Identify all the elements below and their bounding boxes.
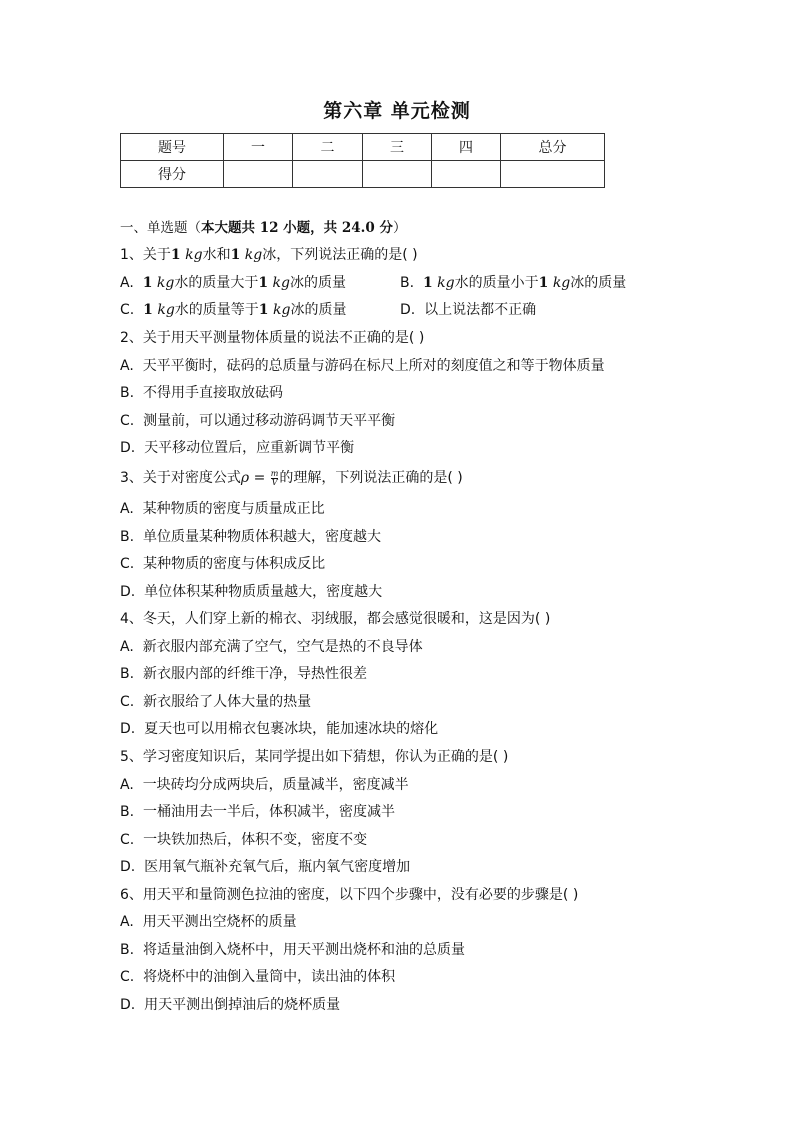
question-stem: 3、关于对密度公式ρ = $\frac{m}{V}$ 的理解，下列说法正确的是( ) [120,468,463,487]
answer-option[interactable]: D. 以上说法都不正确 [400,302,537,318]
score-cell[interactable] [363,161,432,188]
answer-option[interactable]: B. 新衣服内部的纤维干净，导热性很差 [120,666,367,682]
answer-option[interactable]: B. 单位质量某种物质体积越大，密度越大 [120,529,381,545]
question-stem: 6、用天平和量筒测色拉油的密度，以下四个步骤中，没有必要的步骤是( ) [120,887,579,903]
answer-option[interactable]: C. 1 kg水的质量等于1 kg冰的质量 [120,302,347,318]
answer-option[interactable]: B. 一桶油用去一半后，体积减半，密度减半 [120,804,395,820]
question-stem: 5、学习密度知识后，某同学提出如下猜想，你认为正确的是( ) [120,749,509,765]
score-row-label: 得分 [121,161,224,188]
answer-option[interactable]: A. 1 kg水的质量大于1 kg冰的质量 [120,275,346,291]
section-heading: 一、单选题（本大题共 12 小题，共 24.0 分） [120,220,407,236]
density-symbol: ρ [240,470,250,486]
answer-option[interactable]: D. 单位体积某种物质质量越大，密度越大 [120,584,383,600]
answer-option[interactable]: C. 将烧杯中的油倒入量筒中，读出油的体积 [120,969,396,985]
answer-option[interactable]: A. 某种物质的密度与质量成正比 [120,501,325,517]
answer-option[interactable]: B. 将适量油倒入烧杯中，用天平测出烧杯和油的总质量 [120,942,465,958]
score-table [120,133,605,188]
answer-option[interactable]: A. 新衣服内部充满了空气，空气是热的不良导体 [120,639,423,655]
answer-option[interactable]: C. 新衣服给了人体大量的热量 [120,694,312,710]
score-cell[interactable] [293,161,363,188]
question-stem: 4、冬天，人们穿上新的棉衣、羽绒服，都会感觉很暖和，这是因为( ) [120,611,551,627]
score-table-header-cell: 总分 [501,134,605,161]
answer-option[interactable]: C. 某种物质的密度与体积成反比 [120,556,326,572]
score-table-header-cell: 题号 [121,134,224,161]
answer-option[interactable]: D. 医用氧气瓶补充氧气后，瓶内氧气密度增加 [120,859,411,875]
score-table-header-row [121,134,605,161]
answer-option[interactable]: D. 天平移动位置后，应重新调节平衡 [120,440,355,456]
answer-option[interactable]: D. 夏天也可以用棉衣包裹冰块，能加速冰块的熔化 [120,721,439,737]
answer-option[interactable]: B. 1 kg水的质量小于1 kg冰的质量 [400,275,627,291]
answer-option[interactable]: A. 用天平测出空烧杯的质量 [120,914,297,930]
question-stem: 1、关于1 kg水和1 kg冰，下列说法正确的是( ) [120,247,418,263]
score-table-score-row [121,161,605,188]
section-description: 本大题共 12 小题，共 24.0 分 [201,220,393,236]
answer-option[interactable]: C. 测量前，可以通过移动游码调节天平平衡 [120,413,396,429]
question-stem: 2、关于用天平测量物体质量的说法不正确的是( ) [120,330,425,346]
score-table-header-cell: 三 [363,134,432,161]
answer-option[interactable]: A. 一块砖均分成两块后，质量减半，密度减半 [120,777,409,793]
page-title: 第六章 单元检测 [323,100,471,122]
density-fraction: $\frac{m}{V}$ [270,468,279,487]
answer-option[interactable]: C. 一块铁加热后，体积不变，密度不变 [120,832,368,848]
answer-option[interactable]: A. 天平平衡时，砝码的总质量与游码在标尺上所对的刻度值之和等于物体质量 [120,358,605,374]
score-table-header-cell: 一 [224,134,293,161]
score-cell[interactable] [224,161,293,188]
answer-option[interactable]: D. 用天平测出倒掉油后的烧杯质量 [120,997,341,1013]
answer-option[interactable]: B. 不得用手直接取放砝码 [120,385,283,401]
score-table-header-cell: 四 [432,134,501,161]
score-cell[interactable] [501,161,605,188]
score-table-header-cell: 二 [293,134,363,161]
score-cell[interactable] [432,161,501,188]
